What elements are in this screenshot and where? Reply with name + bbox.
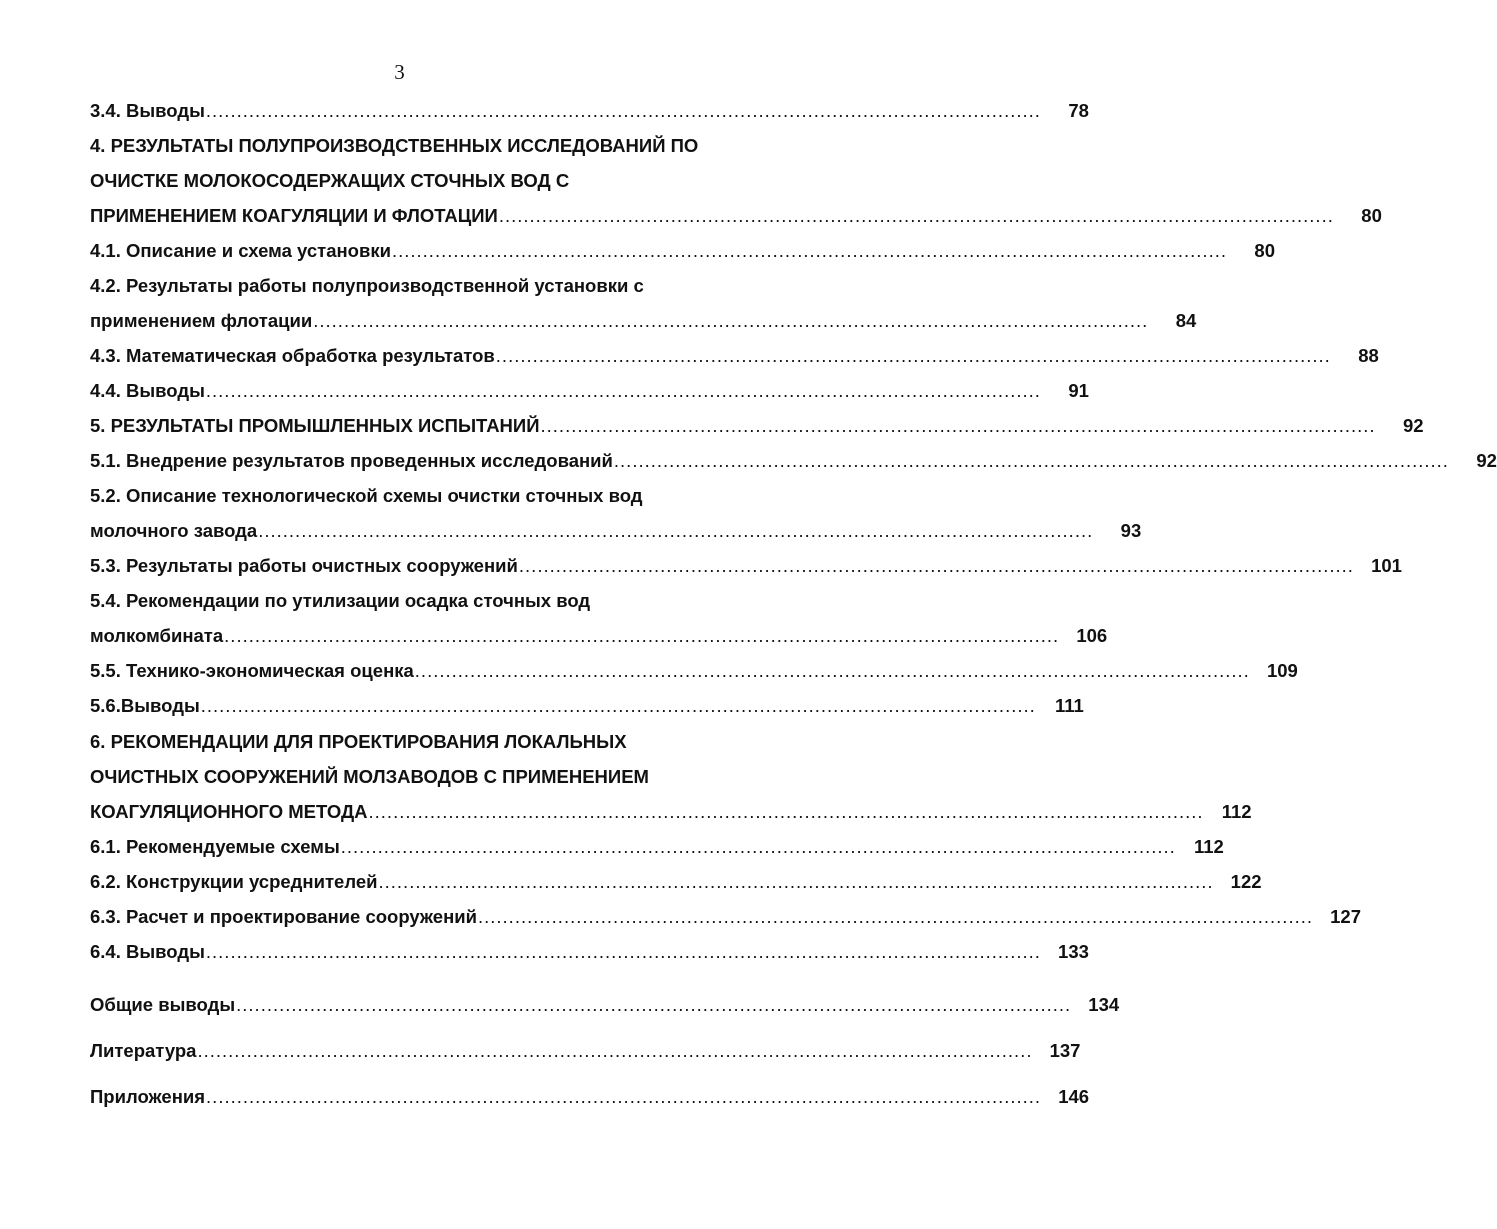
toc-title: ОЧИСТКЕ МОЛОКОСОДЕРЖАЩИХ СТОЧНЫХ ВОД С <box>90 170 570 191</box>
toc-title: 5.3. Результаты работы очистных сооружений <box>90 555 518 576</box>
toc-title: 5.1. Внедрение результатов проведенных исследований <box>90 450 613 471</box>
toc-title: 6.3. Расчет и проектирование сооружений <box>90 906 477 927</box>
toc-page: 112 <box>1193 836 1224 857</box>
toc-page: 133 <box>1058 941 1089 962</box>
leader-dots: ........................................................................................................................................ <box>200 695 1036 716</box>
toc-page: 78 <box>1068 100 1089 121</box>
toc-page: 92 <box>1476 450 1497 471</box>
toc-title: 4.2. Результаты работы полупроизводственной установки с <box>90 275 644 296</box>
toc-entry-6-1[interactable] <box>90 832 1224 862</box>
toc-page: 80 <box>1361 205 1382 226</box>
toc-page: 122 <box>1230 871 1262 892</box>
toc-page: 84 <box>1175 310 1197 331</box>
toc-title: Приложения <box>90 1086 206 1107</box>
leader-dots: ........................................................................................................................................ <box>340 836 1176 857</box>
toc-entry-6-4[interactable] <box>90 937 1089 967</box>
toc-entry-5[interactable] <box>90 411 1424 441</box>
toc-title: 6.4. Выводы <box>90 941 205 962</box>
leader-dots: ........................................................................................................................................ <box>391 240 1227 261</box>
toc-page: 109 <box>1266 660 1298 681</box>
leader-dots: ........................................................................................................................................ <box>206 1086 1042 1107</box>
leader-dots: ........................................................................................................................................ <box>236 994 1072 1015</box>
leader-dots: ........................................................................................................................................ <box>378 871 1214 892</box>
toc-entry-5-2-line1[interactable] <box>90 481 720 511</box>
toc-entry-general-conclusions[interactable] <box>90 990 1120 1020</box>
toc-title: КОАГУЛЯЦИОННОГО МЕТОДА <box>90 801 368 822</box>
toc-page: 137 <box>1049 1040 1081 1061</box>
leader-dots: ........................................................................................................................................ <box>205 100 1041 121</box>
leader-dots: ........................................................................................................................................ <box>205 941 1041 962</box>
toc-entry-4-4[interactable] <box>90 376 1089 406</box>
toc-page: 91 <box>1068 380 1089 401</box>
toc-title: Литература <box>90 1040 197 1061</box>
toc-page: 127 <box>1330 906 1362 927</box>
toc-page: 92 <box>1402 415 1424 436</box>
toc-entry-4-2-line1[interactable] <box>90 271 720 301</box>
page-number: 3 <box>394 60 405 84</box>
leader-dots: ........................................................................................................................................ <box>313 310 1149 331</box>
toc-entry-5-4[interactable] <box>90 621 1108 651</box>
toc-entry-appendices[interactable] <box>90 1082 1090 1112</box>
toc-page: 101 <box>1371 555 1402 576</box>
toc-entry-6-3[interactable] <box>90 902 1362 932</box>
toc-entry-6-line1[interactable] <box>90 727 720 757</box>
toc-entry-5-2[interactable] <box>90 516 1142 546</box>
leader-dots: ........................................................................................................................................ <box>613 450 1449 471</box>
toc-entry-4-line2[interactable] <box>90 166 720 196</box>
leader-dots: ........................................................................................................................................ <box>498 205 1334 226</box>
toc-title: 5.5. Технико-экономическая оценка <box>90 660 414 681</box>
toc-entry-literature[interactable] <box>90 1036 1081 1066</box>
leader-dots: ........................................................................................................................................ <box>258 520 1094 541</box>
toc-title: 3.4. Выводы <box>90 100 205 121</box>
toc-page: 111 <box>1054 695 1084 716</box>
toc-entry-6-2[interactable] <box>90 867 1262 897</box>
toc-entry-6[interactable] <box>90 797 1252 827</box>
leader-dots: ........................................................................................................................................ <box>205 380 1041 401</box>
toc-page: 80 <box>1254 240 1275 261</box>
toc-title: 6.1. Рекомендуемые схемы <box>90 836 340 857</box>
toc-title: 5.2. Описание технологической схемы очистки сточных вод <box>90 485 643 506</box>
leader-dots: ........................................................................................................................................ <box>414 660 1250 681</box>
toc-page: 93 <box>1120 520 1142 541</box>
toc-title: 4. РЕЗУЛЬТАТЫ ПОЛУПРОИЗВОДСТВЕННЫХ ИССЛЕДОВАНИЙ ПО <box>90 135 699 156</box>
leader-dots: ........................................................................................................................................ <box>197 1040 1033 1061</box>
leader-dots: ........................................................................................................................................ <box>477 906 1314 927</box>
toc-page: 112 <box>1221 801 1252 822</box>
toc-title: 5.6.Выводы <box>90 695 200 716</box>
toc-page: 106 <box>1076 625 1108 646</box>
toc-entry-6-line2[interactable] <box>90 762 720 792</box>
toc-title: Общие выводы <box>90 994 236 1015</box>
toc-title: молкомбината <box>90 625 224 646</box>
toc-title: 6. РЕКОМЕНДАЦИИ ДЛЯ ПРОЕКТИРОВАНИЯ ЛОКАЛЬНЫХ <box>90 731 627 752</box>
toc-entry-4-2[interactable] <box>90 306 1197 336</box>
toc-title: 4.4. Выводы <box>90 380 205 401</box>
toc-title: ОЧИСТНЫХ СООРУЖЕНИЙ МОЛЗАВОДОВ С ПРИМЕНЕНИЕМ <box>90 766 649 787</box>
toc-entry-4-line1[interactable] <box>90 131 720 161</box>
toc-entry-5-5[interactable] <box>90 656 1298 686</box>
toc-title: 4.1. Описание и схема установки <box>90 240 391 261</box>
toc-entry-5-6[interactable] <box>90 691 1084 721</box>
toc-page: 88 <box>1358 345 1379 366</box>
leader-dots: ........................................................................................................................................ <box>518 555 1354 576</box>
toc-title: молочного завода <box>90 520 258 541</box>
toc-page: 146 <box>1058 1086 1090 1107</box>
leader-dots: ........................................................................................................................................ <box>495 345 1331 366</box>
toc-entry-3-4[interactable] <box>90 96 1089 126</box>
toc-entry-4-1[interactable] <box>90 236 1275 266</box>
toc-page: 134 <box>1088 994 1120 1015</box>
toc-entry-5-3[interactable] <box>90 551 1402 581</box>
toc-title: 4.3. Математическая обработка результатов <box>90 345 495 366</box>
leader-dots: ........................................................................................................................................ <box>368 801 1204 822</box>
toc-entry-4[interactable] <box>90 201 1382 231</box>
toc-title: ПРИМЕНЕНИЕМ КОАГУЛЯЦИИ И ФЛОТАЦИИ <box>90 205 498 226</box>
toc-entry-4-3[interactable] <box>90 341 1379 371</box>
leader-dots: ........................................................................................................................................ <box>540 415 1376 436</box>
toc-entry-5-4-line1[interactable] <box>90 586 720 616</box>
toc-title: 6.2. Конструкции усреднителей <box>90 871 378 892</box>
leader-dots: ........................................................................................................................................ <box>224 625 1060 646</box>
toc-title: 5. РЕЗУЛЬТАТЫ ПРОМЫШЛЕННЫХ ИСПЫТАНИЙ <box>90 415 540 436</box>
toc-title: применением флотации <box>90 310 313 331</box>
toc-entry-5-1[interactable] <box>90 446 1497 476</box>
toc-title: 5.4. Рекомендации по утилизации осадка сточных вод <box>90 590 591 611</box>
